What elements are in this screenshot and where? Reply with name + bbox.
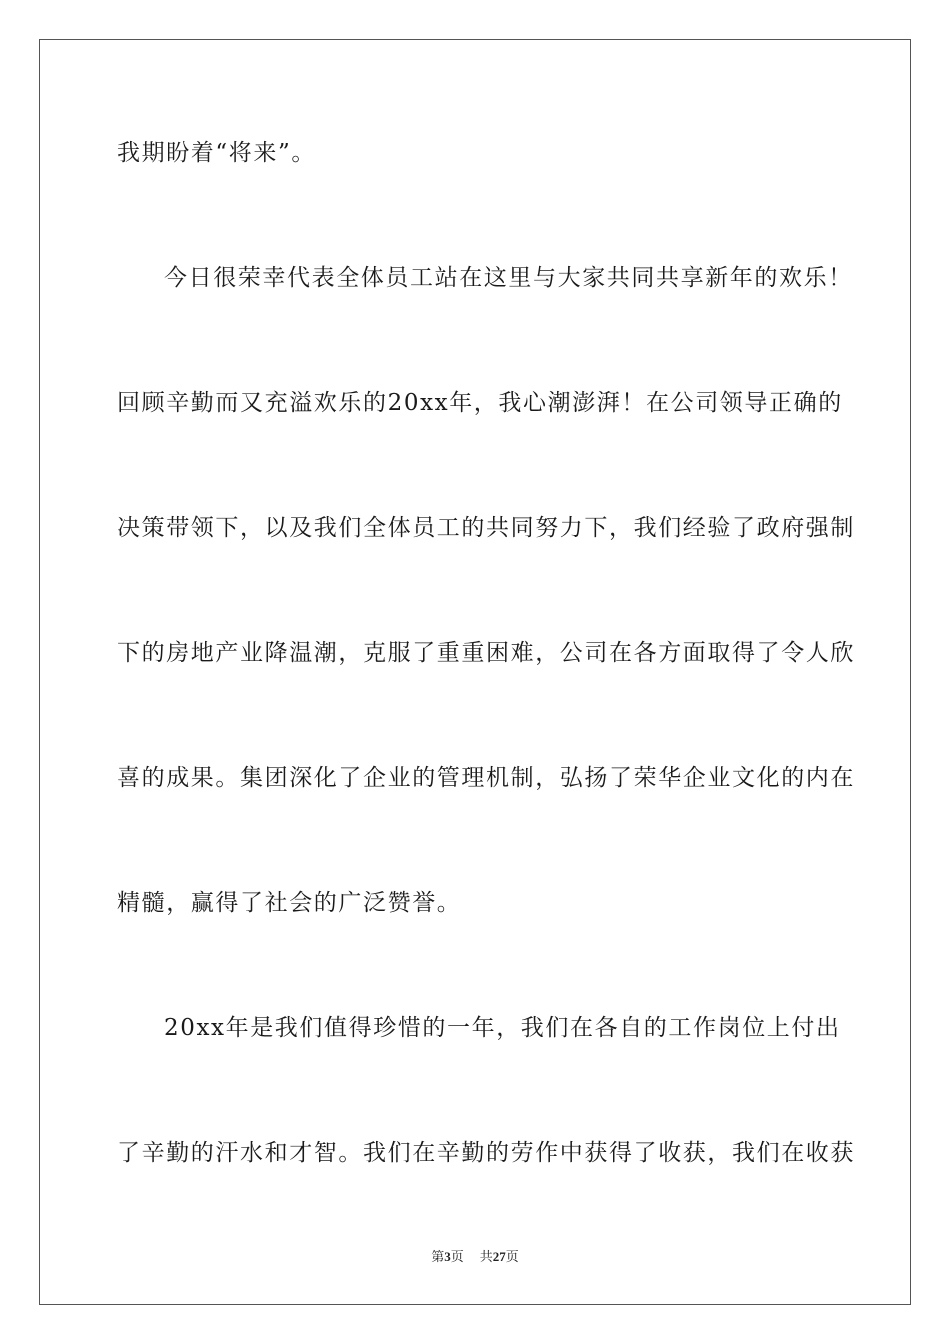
- text-line-7: 精髓，赢得了社会的广泛赞誉。: [117, 890, 462, 916]
- page-suffix: 页: [450, 1250, 464, 1265]
- text-line-9: 了辛勤的汗水和才智。我们在辛勤的劳作中获得了收获，我们在收获: [117, 1140, 855, 1166]
- page-prefix: 第: [431, 1250, 445, 1265]
- text-line-3: 回顾辛勤而又充溢欢乐的20xx年，我心潮澎湃！在公司领导正确的: [117, 390, 843, 416]
- total-prefix: 共: [479, 1250, 493, 1265]
- text-line-5: 下的房地产业降温潮，克服了重重困难，公司在各方面取得了令人欣: [117, 640, 855, 666]
- page-total: 27: [492, 1249, 506, 1264]
- text-line-4: 决策带领下，以及我们全体员工的共同努力下，我们经验了政府强制: [117, 515, 855, 541]
- text-line-2: 今日很荣幸代表全体员工站在这里与大家共同共享新年的欢乐！: [164, 265, 853, 291]
- text-line-6: 喜的成果。集团深化了企业的管理机制，弘扬了荣华企业文化的内在: [117, 765, 855, 791]
- page-footer: [0, 1248, 950, 1267]
- page-current: 3: [444, 1249, 451, 1264]
- page-border: [39, 39, 911, 1305]
- text-line-8: 20xx年是我们值得珍惜的一年，我们在各自的工作岗位上付出: [164, 1015, 841, 1041]
- text-line-1: 我期盼着“将来”。: [117, 140, 316, 166]
- total-suffix: 页: [505, 1250, 519, 1265]
